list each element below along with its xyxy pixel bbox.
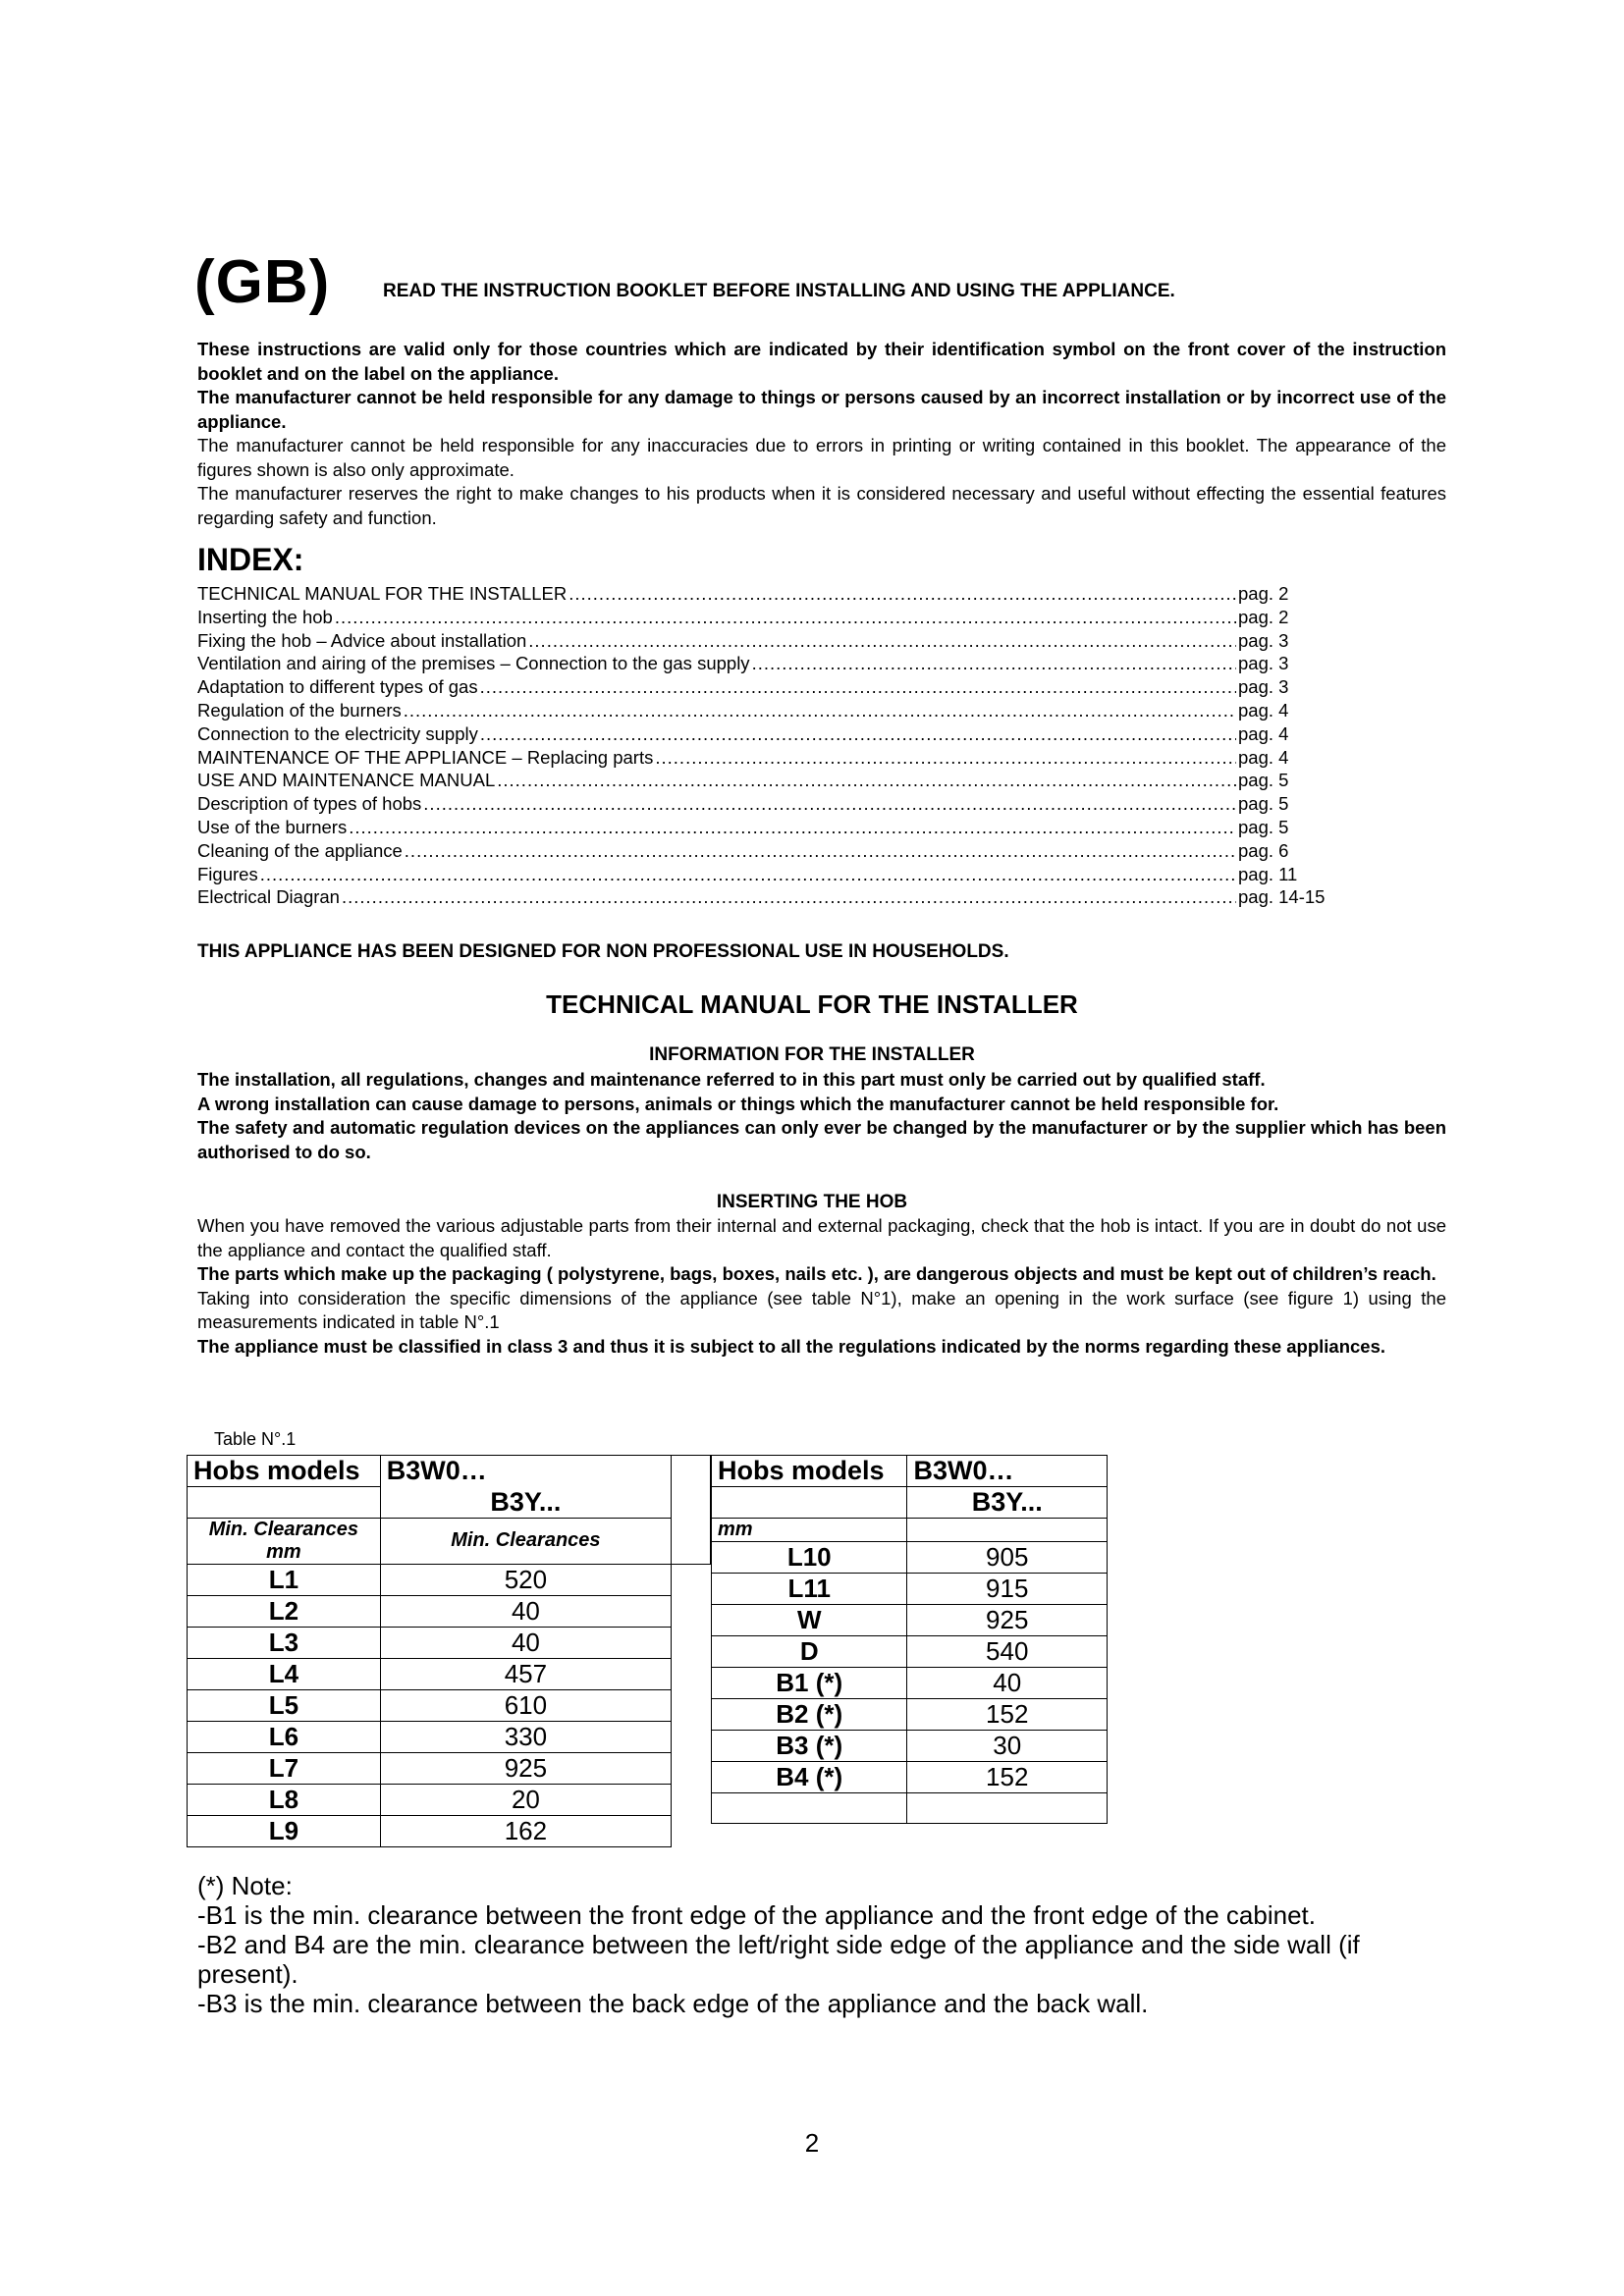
left-header-model-b3y: B3Y...: [380, 1487, 671, 1519]
intro-p3: The manufacturer cannot be held responsible for any inaccuracies due to errors in printing or writing contained in this booklet. The appearance of the figures shown is also only approximate.: [197, 435, 1446, 480]
index-entry-title: Cleaning of the appliance: [197, 839, 403, 861]
table-row: [188, 1595, 711, 1627]
index-entry-title: Electrical Diagran: [197, 886, 340, 908]
table-caption: Table N°.1: [214, 1429, 297, 1449]
table-row: [188, 1627, 711, 1658]
left-min-clearances: Min. Clearances: [380, 1518, 671, 1564]
index-entry-page: pag. 3: [1238, 676, 1289, 698]
inserting-p1: When you have removed the various adjustable parts from their internal and external packaging, check that the hob is intact. If you are in doubt do not use the appliance and contact the qualified staff.: [197, 1215, 1446, 1260]
clearance-label: B3 (*): [712, 1731, 907, 1762]
index-entry: [197, 723, 1346, 747]
index-entry-page: pag. 14-15: [1238, 886, 1326, 908]
index-entry-page: pag. 6: [1238, 839, 1289, 861]
table-row: [188, 1784, 711, 1815]
index-entry-title: Connection to the electricity supply: [197, 722, 478, 744]
index-entry-title: Use of the burners: [197, 816, 348, 837]
table-row: [712, 1636, 1108, 1668]
index-entry: [197, 770, 1346, 793]
clearance-value: 915: [907, 1574, 1108, 1605]
clearance-label: L6: [188, 1721, 381, 1752]
index-leader-dots: [497, 770, 1236, 791]
note-b1: -B1 is the min. clearance between the front edge of the appliance and the front edge of the cabinet.: [197, 1900, 1316, 1930]
index-leader-dots: [349, 817, 1236, 838]
index-leader-dots: [342, 886, 1236, 908]
intro-p2: The manufacturer cannot be held responsible for any damage to things or persons caused by an incorrect installation or by incorrect use of the appliance.: [197, 387, 1446, 432]
inserting-p2: The parts which make up the packaging ( polystyrene, bags, boxes, nails etc. ), are dangerous objects and must be kept out of children’s reach.: [197, 1263, 1436, 1284]
note-b3: -B3 is the min. clearance between the back edge of the appliance and the back wall.: [197, 1989, 1149, 2018]
clearance-label: L7: [188, 1752, 381, 1784]
info-p3: The safety and automatic regulation devices on the appliances can only ever be changed by the manufacturer or by the supplier which has been authorised to do so.: [197, 1117, 1446, 1162]
index-entry-page: pag. 2: [1238, 606, 1289, 627]
index-entry-title: Description of types of hobs: [197, 793, 422, 815]
clearance-value: 925: [380, 1752, 671, 1784]
index-entry-title: Figures: [197, 863, 258, 884]
clearance-value: 540: [907, 1636, 1108, 1668]
table-row: [712, 1731, 1108, 1762]
index-entry-title: Ventilation and airing of the premises – Connection to the gas supply: [197, 653, 750, 674]
index-entry: [197, 864, 1346, 887]
clearance-label: L11: [712, 1574, 907, 1605]
clearance-table-left: [187, 1455, 711, 1847]
index-entry-title: TECHNICAL MANUAL FOR THE INSTALLER: [197, 583, 568, 604]
index-entry: [197, 653, 1346, 676]
right-min-clearances-blank: [907, 1519, 1108, 1542]
notes-title: (*) Note:: [197, 1871, 293, 1900]
index-entry: [197, 886, 1346, 910]
page-number: 2: [804, 2128, 820, 2158]
index-entry: [197, 840, 1346, 864]
note-b2-b4: -B2 and B4 are the min. clearance between the left/right side edge of the appliance and the side wall (if present).: [197, 1930, 1360, 1989]
index-leader-dots: [480, 676, 1236, 698]
index-entry-page: pag. 3: [1238, 653, 1289, 674]
inserting-p3: Taking into consideration the specific dimensions of the appliance (see table N°1), make an opening in the work surface (see figure 1) using the measurements indicated in table N°.1: [197, 1287, 1446, 1332]
clearance-label: B4 (*): [712, 1762, 907, 1793]
table-row: [188, 1752, 711, 1784]
index-entry-title: Regulation of the burners: [197, 699, 402, 721]
index-leader-dots: [528, 630, 1236, 652]
intro-section: [197, 338, 1446, 530]
index-entry: [197, 700, 1346, 723]
index-leader-dots: [480, 723, 1236, 745]
clearance-value: 610: [380, 1689, 671, 1721]
clearance-value: 457: [380, 1658, 671, 1689]
clearance-label: D: [712, 1636, 907, 1668]
left-min-clearances-mm: Min. Clearances mm: [188, 1518, 381, 1564]
index-list: [197, 583, 1346, 910]
index-entry: [197, 793, 1346, 817]
clearance-label: L8: [188, 1784, 381, 1815]
clearance-value: 30: [907, 1731, 1108, 1762]
index-leader-dots: [423, 793, 1236, 815]
left-spacer-column: [672, 1456, 711, 1565]
table-row: [188, 1721, 711, 1752]
index-entry-page: pag. 2: [1238, 583, 1289, 604]
clearance-value: 152: [907, 1762, 1108, 1793]
clearance-label: L9: [188, 1815, 381, 1846]
index-leader-dots: [405, 840, 1236, 862]
index-entry-page: pag. 5: [1238, 793, 1289, 815]
index-entry: [197, 607, 1346, 630]
section-title: TECHNICAL MANUAL FOR THE INSTALLER: [546, 989, 1078, 1019]
clearance-value: 40: [380, 1627, 671, 1658]
info-title: INFORMATION FOR THE INSTALLER: [649, 1044, 975, 1065]
table-row: [712, 1605, 1108, 1636]
index-leader-dots: [568, 583, 1236, 605]
index-entry-title: MAINTENANCE OF THE APPLIANCE – Replacing parts: [197, 746, 654, 768]
right-header-blank: [712, 1487, 907, 1519]
table-row: [712, 1793, 1108, 1824]
clearance-value: 40: [907, 1668, 1108, 1699]
table-row: [712, 1542, 1108, 1574]
index-entry: [197, 583, 1346, 607]
clearance-value: 40: [380, 1595, 671, 1627]
table-row: [712, 1762, 1108, 1793]
index-entry: [197, 747, 1346, 771]
index-leader-dots: [752, 653, 1236, 674]
index-entry-page: pag. 11: [1238, 863, 1298, 884]
clearance-label: [712, 1793, 907, 1824]
index-entry-page: pag. 5: [1238, 816, 1289, 837]
clearance-value: 520: [380, 1564, 671, 1595]
clearance-value: [907, 1793, 1108, 1824]
right-header-model-b3w0: B3W0…: [907, 1456, 1108, 1487]
table-row: [712, 1574, 1108, 1605]
clearance-label: L2: [188, 1595, 381, 1627]
clearance-value: 20: [380, 1784, 671, 1815]
right-header-hobs-models: Hobs models: [712, 1456, 907, 1487]
intro-p1: These instructions are valid only for those countries which are indicated by their identification symbol on the front cover of the instruction booklet and on the label on the appliance.: [197, 339, 1446, 384]
inserting-title: INSERTING THE HOB: [716, 1192, 908, 1212]
clearance-table-right: [711, 1455, 1108, 1824]
clearance-label: L4: [188, 1658, 381, 1689]
index-entry-title: Fixing the hob – Advice about installation: [197, 629, 527, 651]
inserting-p4: The appliance must be classified in class 3 and thus it is subject to all the regulations indicated by the norms regarding these appliances.: [197, 1335, 1386, 1357]
table-row: [712, 1699, 1108, 1731]
info-p1: The installation, all regulations, changes and maintenance referred to in this part must only be carried out by qualified staff.: [197, 1069, 1266, 1090]
table-row: [188, 1564, 711, 1595]
clearance-value: 162: [380, 1815, 671, 1846]
info-p2: A wrong installation can cause damage to persons, animals or things which the manufacturer cannot be held responsible for.: [197, 1093, 1279, 1114]
table-row: [188, 1689, 711, 1721]
clearance-label: W: [712, 1605, 907, 1636]
clearance-label: B1 (*): [712, 1668, 907, 1699]
index-leader-dots: [655, 747, 1236, 769]
index-entry-title: Inserting the hob: [197, 606, 333, 627]
clearance-value: 152: [907, 1699, 1108, 1731]
index-entry-page: pag. 4: [1238, 699, 1289, 721]
table-row: [188, 1815, 711, 1846]
index-entry-page: pag. 4: [1238, 746, 1289, 768]
index-leader-dots: [335, 607, 1236, 628]
left-header-blank: [188, 1487, 381, 1519]
index-title: INDEX:: [197, 542, 304, 577]
clearance-label: L3: [188, 1627, 381, 1658]
right-header-model-b3y: B3Y...: [907, 1487, 1108, 1519]
index-entry-title: USE AND MAINTENANCE MANUAL: [197, 770, 496, 791]
index-entry-title: Adaptation to different types of gas: [197, 676, 478, 698]
clearance-value: 905: [907, 1542, 1108, 1574]
language-code: (GB): [194, 248, 331, 316]
inserting-section: [197, 1214, 1446, 1359]
table-row: [712, 1668, 1108, 1699]
info-section: [197, 1068, 1446, 1164]
read-notice: READ THE INSTRUCTION BOOKLET BEFORE INSTALLING AND USING THE APPLIANCE.: [383, 281, 1175, 301]
table-row: [188, 1658, 711, 1689]
clearance-value: 925: [907, 1605, 1108, 1636]
left-header-model-b3w0: B3W0…: [380, 1456, 671, 1487]
index-entry-page: pag. 4: [1238, 722, 1289, 744]
left-header-hobs-models: Hobs models: [188, 1456, 381, 1487]
clearance-label: L1: [188, 1564, 381, 1595]
notes-section: [197, 1871, 1435, 2018]
clearance-label: L10: [712, 1542, 907, 1574]
index-leader-dots: [260, 864, 1236, 885]
clearance-label: L5: [188, 1689, 381, 1721]
index-entry: [197, 817, 1346, 840]
intro-p4: The manufacturer reserves the right to make changes to his products when it is considered necessary and useful without effecting the essential features regarding safety and function.: [197, 483, 1446, 528]
index-entry-page: pag. 3: [1238, 629, 1289, 651]
non-professional-notice: THIS APPLIANCE HAS BEEN DESIGNED FOR NON PROFESSIONAL USE IN HOUSEHOLDS.: [197, 941, 1009, 962]
index-entry: [197, 630, 1346, 654]
right-min-clearances-mm: mm: [712, 1519, 907, 1542]
clearance-label: B2 (*): [712, 1699, 907, 1731]
index-entry-page: pag. 5: [1238, 770, 1289, 791]
index-entry: [197, 676, 1346, 700]
index-leader-dots: [404, 700, 1236, 721]
clearance-value: 330: [380, 1721, 671, 1752]
